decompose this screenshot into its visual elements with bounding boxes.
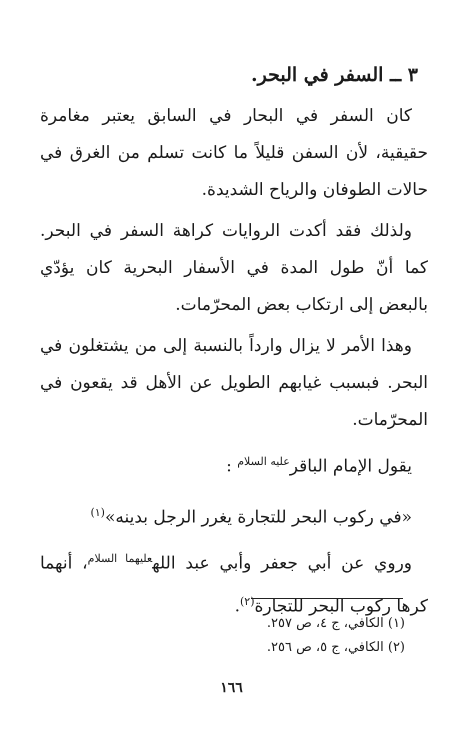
honorific-symbol: عليه السلام <box>237 455 290 468</box>
footnote-2: (٢) الكافي، ج ٥، ص ٢٥٦. <box>266 640 405 655</box>
section-heading: ٣ ــ السفر في البحر. <box>250 64 418 86</box>
narration-part2: ، أنهما كرها ركوب البحر للتجارة <box>40 553 428 617</box>
page-body <box>40 60 428 630</box>
imam-line-colon: : <box>226 456 232 477</box>
honorific-symbol-dual: عليهما السلام <box>87 552 153 566</box>
imam-line <box>40 443 428 486</box>
footnote-ref-1: (١) <box>90 505 105 519</box>
hadith-text: «في ركوب البحر للتجارة يغرر الرجل بدينه» <box>104 507 412 528</box>
footnote-divider <box>251 598 403 599</box>
paragraph-3: وهذا الأمر لا يزال وارداً بالنسبة إلى من يشتغلون في البحر. فبسبب غيابهم الطويل عن الأهل قد يقعون في المحرّمات. <box>40 336 428 430</box>
narration-end: . <box>234 596 240 617</box>
imam-line-text: يقول الإمام الباقر <box>289 456 412 477</box>
footnote-1: (١) الكافي، ج ٤، ص ٢٥٧. <box>266 616 405 631</box>
hadith-quote <box>40 496 428 535</box>
footnotes <box>105 612 405 660</box>
footnote-ref-2: (٢) <box>239 594 255 608</box>
page-number: ١٦٦ <box>220 680 243 696</box>
paragraph-2: ولذلك فقد أكدت الروايات كراهة السفر في البحر. كما أنّ طول المدة في الأسفار البحرية كان يؤدّي بالبعض إلى ارتكاب بعض المحرّمات. <box>40 221 428 315</box>
paragraph-1: كان السفر في البحار في السابق يعتبر مغامرة حقيقية، لأن السفن قليلاً ما كانت تسلم من الغرق في حالات الطوفان والرياح الشديدة. <box>40 106 428 200</box>
narration-part1: وروي عن أبي جعفر وأبي عبد الله <box>152 553 412 574</box>
